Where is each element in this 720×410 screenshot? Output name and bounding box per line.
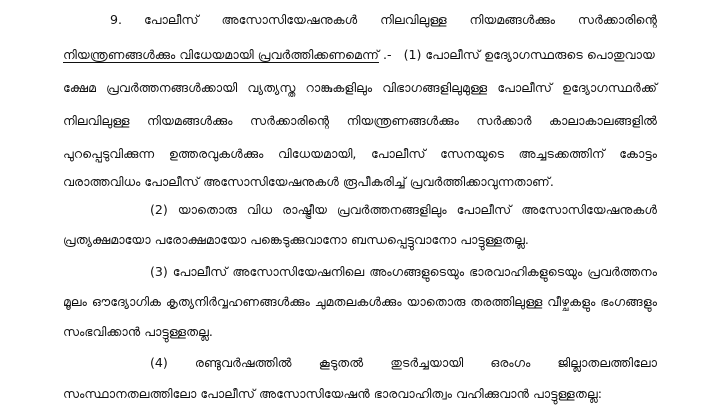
- section-heading-text: പോലീസ് അസോസിയേഷനുകൾ നിലവിലുള്ള നിയമങ്ങൾക്കും സർക്കാരിന്റെ: [144, 12, 657, 27]
- para-2-line: (2) യാതൊരു വിധ രാഷ്ട്രീയ പ്രവർത്തനങ്ങളിലും പോലീസ് അസോസിയേഷനുകൾ: [150, 202, 657, 217]
- para-1-line: വരാത്തവിധം പോലീസ് അസോസിയേഷനുകൾ രൂപീകരിച്ച് പ്രവർത്തിക്കാവുന്നതാണ്.: [63, 174, 554, 189]
- section-heading-suffix: .-: [382, 47, 392, 62]
- para-3-line: സംഭവിക്കാൻ പാട്ടുള്ളതല്ല.: [63, 324, 213, 339]
- para-3-line: മൂലം ഔദ്യോഗിക കൃത്യനിർവ്വഹണങ്ങൾക്കും ചുമതലകൾക്കും യാതൊരു തരത്തിലുള്ള വീഴ്ചകളും ഭംഗങ്ങളും: [63, 294, 657, 309]
- para-4-line: (4) രണ്ടുവർഷത്തിൽ കൂടുതൽ തുടർച്ചയായി ഒരംഗം ജില്ലാതലത്തിലോ: [150, 355, 657, 370]
- para-3-line: (3) പോലീസ് അസോസിയേഷനിലെ അംഗങ്ങളുടെയും ഭാരവാഹികളുടെയും പ്രവർത്തനം: [150, 264, 657, 279]
- para-1-line: പുറപ്പെടുവിക്കുന്ന ഉത്തരവുകൾക്കും വിധേയമായി, പോലീസ് സേനയുടെ അച്ചടക്കത്തിന് കോട്ടം: [63, 146, 657, 161]
- section-9-heading-line-1: [110, 10, 657, 30]
- section-heading-underlined: നിയന്ത്രണങ്ങൾക്കും വിധേയമായി പ്രവർത്തിക്കണമെന്ന്: [63, 47, 379, 62]
- para-1-line: നിലവിലുള്ള നിയമങ്ങൾക്കും സർക്കാരിന്റെ നിയന്ത്രണങ്ങൾക്കും സർക്കാർ കാലാകാലങ്ങളിൽ: [63, 113, 657, 128]
- para-1-line: ക്ഷേമ പ്രവർത്തനങ്ങൾക്കായി വ്യത്യസ്ത റാങ്കുകളിലും വിഭാഗങ്ങളിലുമുള്ള പോലീസ് ഉദ്യോഗസ്ഥർക്ക്: [63, 80, 657, 95]
- para-2-line: പ്രത്യക്ഷമായോ പരോക്ഷമായോ പങ്കെടുക്കുവാനോ ബന്ധപ്പെട്ടുവാനോ പാട്ടുള്ളതല്ല.: [63, 232, 529, 247]
- para-4-line: സംസ്ഥാനതലത്തിലോ പോലീസ് അസോസിയേഷൻ ഭാരവാഹിത്വം വഹിക്കുവാൻ പാട്ടുള്ളതല്ല:: [63, 386, 602, 401]
- section-9-heading-line-2: [63, 45, 657, 65]
- section-number: 9.: [110, 12, 123, 27]
- para-1-lead: (1) പോലീസ് ഉദ്യോഗസ്ഥരുടെ പൊതുവായ: [403, 47, 655, 62]
